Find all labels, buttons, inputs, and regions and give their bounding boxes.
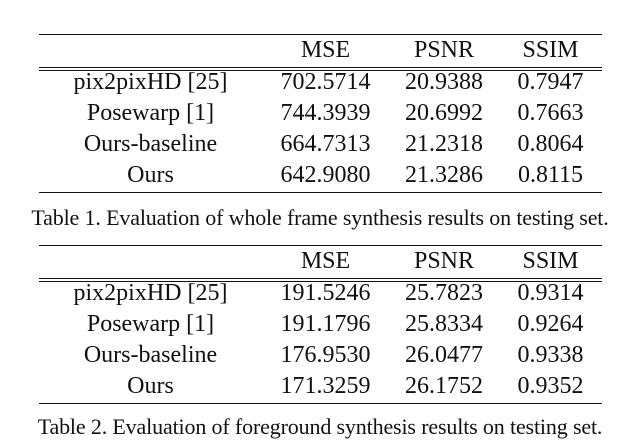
- psnr-cell: 20.6992: [405, 99, 483, 126]
- ssim-cell: 0.8115: [517, 161, 584, 188]
- table-1-caption: Table 1. Evaluation of whole frame synthesis results on testing set.: [31, 205, 609, 230]
- method-cell: Ours-baseline: [83, 130, 218, 157]
- header-double-rule-upper: [39, 278, 602, 279]
- header-double-rule-upper: [39, 67, 602, 68]
- ssim-cell: 0.7663: [517, 99, 584, 126]
- mse-cell: 191.1796: [280, 310, 371, 337]
- mse-cell: 744.3939: [280, 99, 371, 126]
- column-header-mse: MSE: [300, 248, 351, 274]
- results-table-1: [39, 34, 602, 190]
- table-row: [39, 128, 602, 159]
- table-header-row: [39, 34, 602, 66]
- method-cell: pix2pixHD [25]: [73, 68, 228, 95]
- ssim-cell: 0.9352: [517, 372, 584, 399]
- method-cell: Ours-baseline: [83, 341, 218, 368]
- table-bottom-rule: [39, 403, 602, 404]
- column-header-psnr: PSNR: [413, 248, 475, 274]
- column-header-psnr: PSNR: [413, 37, 475, 63]
- ssim-cell: 0.9338: [517, 341, 584, 368]
- psnr-cell: 26.1752: [405, 372, 483, 399]
- table-row: [39, 308, 602, 339]
- method-cell: Posewarp [1]: [86, 310, 215, 337]
- mse-cell: 642.9080: [280, 161, 371, 188]
- mse-cell: 664.7313: [280, 130, 371, 157]
- ssim-cell: 0.7947: [517, 68, 584, 95]
- method-cell: Ours: [127, 161, 174, 188]
- psnr-cell: 20.9388: [405, 68, 483, 95]
- header-double-rule-lower: [39, 70, 602, 71]
- psnr-cell: 21.3286: [405, 161, 483, 188]
- column-header-method: [39, 245, 262, 277]
- method-cell: Ours: [127, 372, 174, 399]
- table-row: [39, 159, 602, 190]
- column-header-ssim: SSIM: [522, 37, 579, 63]
- column-header-mse: MSE: [300, 37, 351, 63]
- psnr-cell: 25.7823: [405, 279, 483, 306]
- ssim-cell: 0.9264: [517, 310, 584, 337]
- table-bottom-rule: [39, 192, 602, 193]
- mse-cell: 171.3259: [280, 372, 371, 399]
- psnr-cell: 21.2318: [405, 130, 483, 157]
- mse-cell: 191.5246: [280, 279, 371, 306]
- mse-cell: 702.5714: [280, 68, 371, 95]
- column-header-ssim: SSIM: [522, 248, 579, 274]
- table-header-row: [39, 245, 602, 277]
- table-row: [39, 370, 602, 401]
- table-row: [39, 339, 602, 370]
- table-2-caption: Table 2. Evaluation of foreground synthesis results on testing set.: [37, 414, 603, 439]
- column-header-method: [39, 34, 262, 66]
- mse-cell: 176.9530: [280, 341, 371, 368]
- psnr-cell: 25.8334: [405, 310, 483, 337]
- header-double-rule-lower: [39, 281, 602, 282]
- method-cell: pix2pixHD [25]: [73, 279, 228, 306]
- psnr-cell: 26.0477: [405, 341, 483, 368]
- table-row: [39, 97, 602, 128]
- ssim-cell: 0.9314: [517, 279, 584, 306]
- ssim-cell: 0.8064: [517, 130, 584, 157]
- method-cell: Posewarp [1]: [86, 99, 215, 126]
- results-table-2: [39, 245, 602, 401]
